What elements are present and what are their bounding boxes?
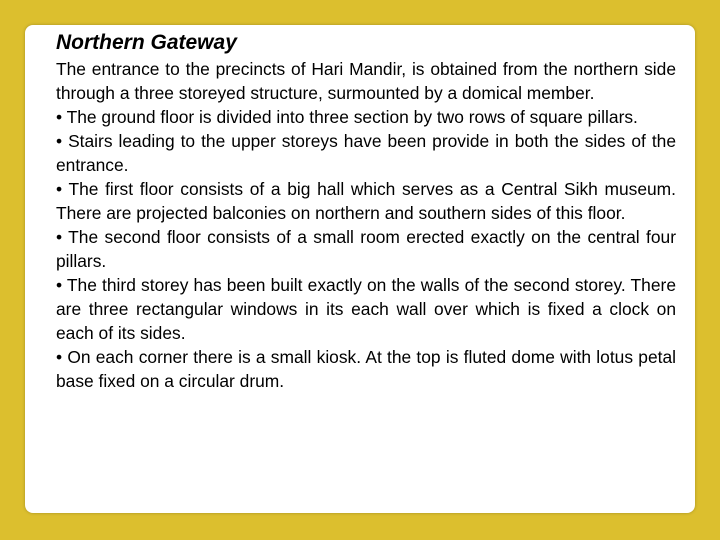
intro-paragraph: The entrance to the precincts of Hari Mandir, is obtained from the northern side through a three storeyed structure, surmounted by a domical member. (56, 59, 676, 103)
slide-title: Northern Gateway (56, 31, 237, 54)
bullet-ground-floor: • The ground floor is divided into three section by two rows of square pillars. (56, 107, 638, 127)
bullet-second-floor: • The second floor consists of a small room erected exactly on the central four pillars. (56, 227, 676, 271)
bullet-kiosk-dome: • On each corner there is a small kiosk. At the top is fluted dome with lotus petal base fixed on a circular drum. (56, 347, 676, 391)
slide-body (56, 57, 676, 393)
bullet-first-floor: • The first floor consists of a big hall which serves as a Central Sikh museum. There are projected balconies on northern and southern sides of this floor. (56, 179, 676, 223)
bullet-stairs: • Stairs leading to the upper storeys have been provide in both the sides of the entrance. (56, 131, 676, 175)
bullet-third-storey: • The third storey has been built exactly on the walls of the second storey. There are three rectangular windows in its each wall over which is fixed a clock on each of its sides. (56, 275, 676, 343)
